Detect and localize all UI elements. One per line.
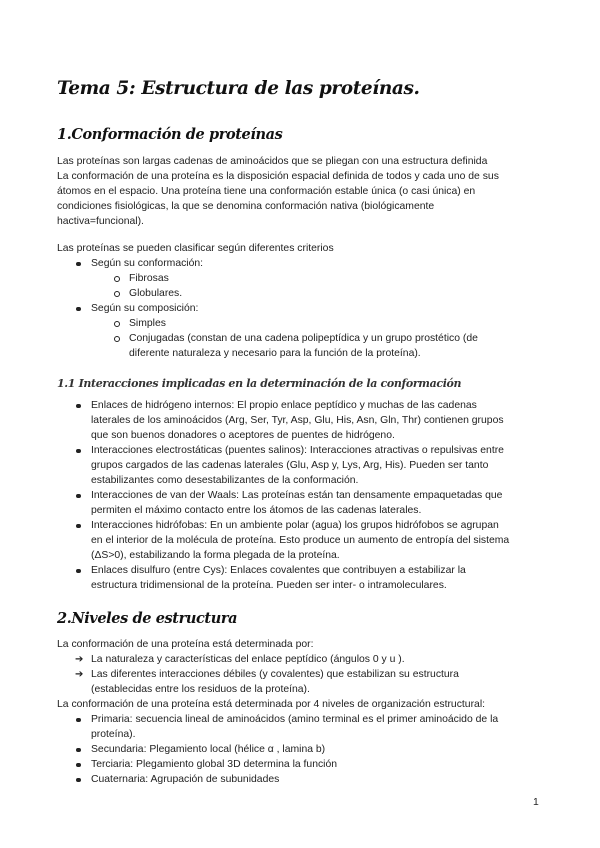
list-item	[57, 563, 557, 593]
section-1-heading: 1.Conformación de proteínas	[57, 126, 283, 143]
section-2-intro: La conformación de una proteína está determinada por:	[57, 639, 314, 650]
intro-line: hactiva=funcional).	[57, 216, 144, 227]
list-item: Terciaria: Plegamiento global 3D determina la función	[57, 757, 557, 772]
list-item-line: grupos cargados de las cadenas laterales (Glu, Asp y, Lys, Arg, His). Pueden ser tanto	[91, 460, 489, 471]
list-subitem	[57, 331, 557, 361]
arrow-item-line: ➔ Las diferentes interacciones débiles (y covalentes) que estabilizan su estructura	[91, 669, 459, 680]
list-item-line: Primaria: secuencia lineal de aminoácidos (amino terminal es el primer aminoácido de la	[91, 714, 499, 725]
section-1-1-heading: 1.1 Interacciones implicadas en la determinación de la conformación	[57, 377, 462, 390]
levels-list	[57, 712, 557, 787]
list-item-line: laterales de los aminoácidos (Arg, Ser, Tyr, Asp, Glu, His, Asn, Gln, Thr) contienen grupos	[91, 415, 504, 426]
list-item	[57, 443, 557, 488]
list-item-line: proteína).	[91, 729, 136, 740]
list-item-line: Interacciones hidrófobas: En un ambiente polar (agua) los grupos hidrófobos se agrupan	[91, 520, 499, 531]
levels-intro: La conformación de una proteína está determinada por 4 niveles de organización estructural:	[57, 699, 486, 710]
list-item	[57, 398, 557, 443]
section-2-heading: 2.Niveles de estructura	[57, 610, 238, 627]
list-item: Cuaternaria: Agrupación de subunidades	[57, 772, 557, 787]
list-subitem: Simples	[57, 316, 557, 331]
list-subitem: Globulares.	[57, 286, 557, 301]
arrow-item	[57, 667, 557, 697]
list-item	[57, 518, 557, 563]
list-item-line: que son buenos donadores o aceptores de puentes de hidrógeno.	[91, 430, 395, 441]
list-subitem: Fibrosas	[57, 271, 557, 286]
arrow-list	[57, 652, 557, 697]
page-title: Tema 5: Estructura de las proteínas.	[57, 78, 420, 99]
list-item: Secundaria: Plegamiento local (hélice α , lamina b)	[57, 742, 557, 757]
list-item-line: permiten el máximo contacto entre los átomos de las cadenas laterales.	[91, 505, 422, 516]
list-item-line: Enlaces disulfuro (entre Cys): Enlaces covalentes que contribuyen a estabilizar la	[91, 565, 466, 576]
list-item-line: (ΔS>0), estabilizando la forma plegada de la proteína.	[91, 550, 340, 561]
list-item-line: Interacciones de van der Waals: Las proteínas están tan densamente empaquetadas que	[91, 490, 503, 501]
list-item-line: estructura tridimensional de la proteína. Pueden ser inter- o intramoleculares.	[91, 580, 447, 591]
list-item-line: en el interior de la molécula de proteína. Esto produce un aumento de entropía del sistema	[91, 535, 510, 546]
section-2-body	[57, 637, 557, 787]
list-item: Según su composición:	[57, 301, 557, 316]
list-subitem-line: Conjugadas (constan de una cadena polipeptídica y un grupo prostético (de	[129, 333, 478, 344]
classification-intro: Las proteínas se pueden clasificar según diferentes criterios	[57, 243, 334, 254]
section-1-intro	[57, 154, 557, 229]
list-item-line: Interacciones electrostáticas (puentes salinos): Interacciones atractivas o repulsivas entre	[91, 445, 504, 456]
interactions-list-block	[57, 398, 557, 593]
interactions-list	[57, 398, 557, 593]
list-item	[57, 488, 557, 518]
list-item: Según su conformación:	[57, 256, 557, 271]
intro-line: Las proteínas son largas cadenas de aminoácidos que se pliegan con una estructura definida	[57, 156, 488, 167]
intro-line: La conformación de una proteína es la disposición espacial definida de todos y cada uno de sus	[57, 171, 499, 182]
page-number: 1	[533, 797, 539, 808]
intro-line: átomos en el espacio. Una proteína tiene una conformación estable única (o casi única) en	[57, 186, 476, 197]
classification-block	[57, 241, 557, 361]
arrow-item-line: (establecidas entre los residuos de la proteína).	[91, 684, 310, 695]
list-item-line: estabilizantes como desestabilizantes de la conformación.	[91, 475, 359, 486]
list-item	[57, 712, 557, 742]
list-subitem-line: diferente naturaleza y necesario para la función de la proteína).	[129, 348, 421, 359]
arrow-item: ➔ La naturaleza y características del enlace peptídico (ángulos 0 y u ).	[57, 652, 557, 667]
criteria-list	[57, 256, 557, 361]
intro-line: condiciones fisiológicas, la que se denomina conformación nativa (biológicamente	[57, 201, 435, 212]
list-item-line: Enlaces de hidrógeno internos: El propio enlace peptídico y muchas de las cadenas	[91, 400, 477, 411]
